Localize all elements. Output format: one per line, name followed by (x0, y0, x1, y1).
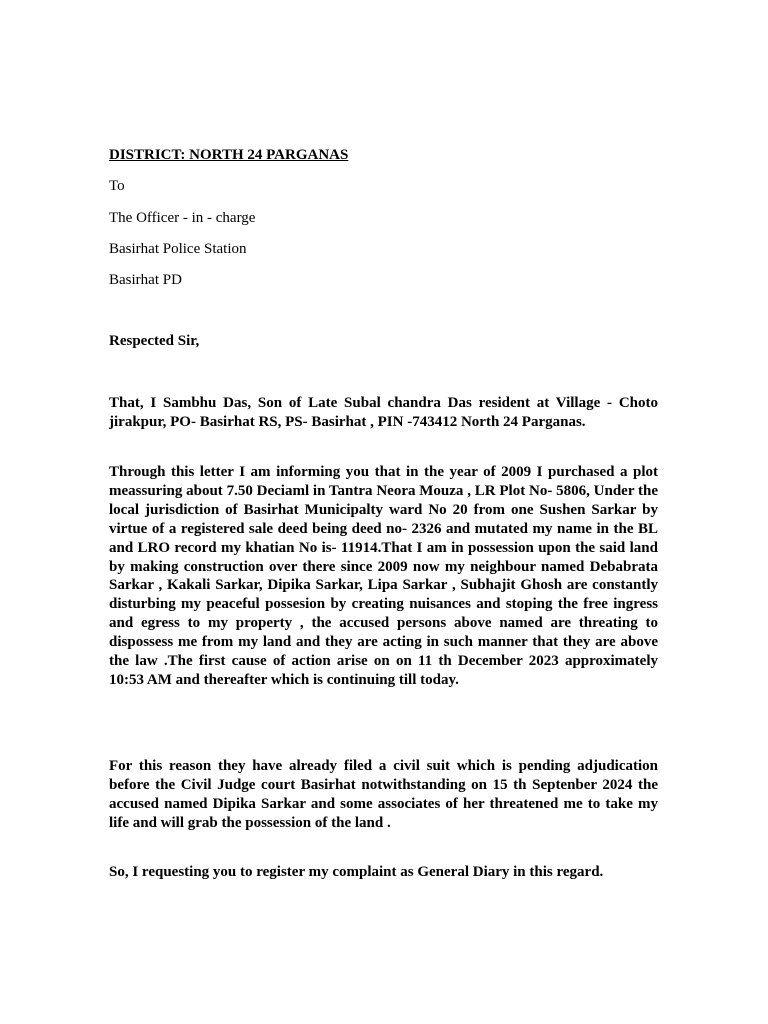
body-paragraph-introduction: That, I Sambhu Das, Son of Late Subal chandra Das resident at Village - Choto jirakpur, PO- Basirhat RS, PS- Basirhat , PIN -743412 North 24 Parganas. (109, 395, 658, 430)
recipient-address-line: Basirhat Police Station (109, 241, 247, 257)
salutation: Respected Sir, (109, 333, 200, 349)
body-paragraph-request: So, I requesting you to register my complaint as General Diary in this regard. (109, 864, 604, 880)
recipient-to: To (109, 178, 125, 194)
body-paragraph-threat: For this reason they have already filed a civil suit which is pending adjudication before the Civil Judge court Basirhat notwithstanding on 15 th Septenber 2024 the accused named Dipika Sarkar and some associates of her threatened me to take my life and will grab the possession of the land . (109, 758, 658, 831)
recipient-address-line: Basirhat PD (109, 272, 182, 288)
body-paragraph-complaint: Through this letter I am informing you that in the year of 2009 I purchased a plot meassuring about 7.50 Deciaml in Tantra Neora Mouza , LR Plot No- 5806, Under the local jurisdiction of Basirhat Municipalty ward No 20 from one Sushen Sarkar by virtue of a registered sale deed being deed no- 2326 and mutated my name in the BL and LRO record my khatian No is- 11914.That I am in possession upon the said land by making construction over there since 2009 now my neighbour named Debabrata Sarkar , Kakali Sarkar, Dipika Sarkar, Lipa Sarkar , Subhajit Ghosh are constantly disturbing my peaceful possesion by creating nuisances and stoping the free ingress and egress to my property , the accused persons above named are threating to dispossess me from my land and they are acting in such manner that they are above the law .The first cause of action arise on on 11 th December 2023 approximately 10:53 AM and thereafter which is continuing till today. (109, 464, 658, 688)
district-heading: DISTRICT: NORTH 24 PARGANAS (109, 147, 349, 163)
recipient-address-line: The Officer - in - charge (109, 210, 256, 226)
